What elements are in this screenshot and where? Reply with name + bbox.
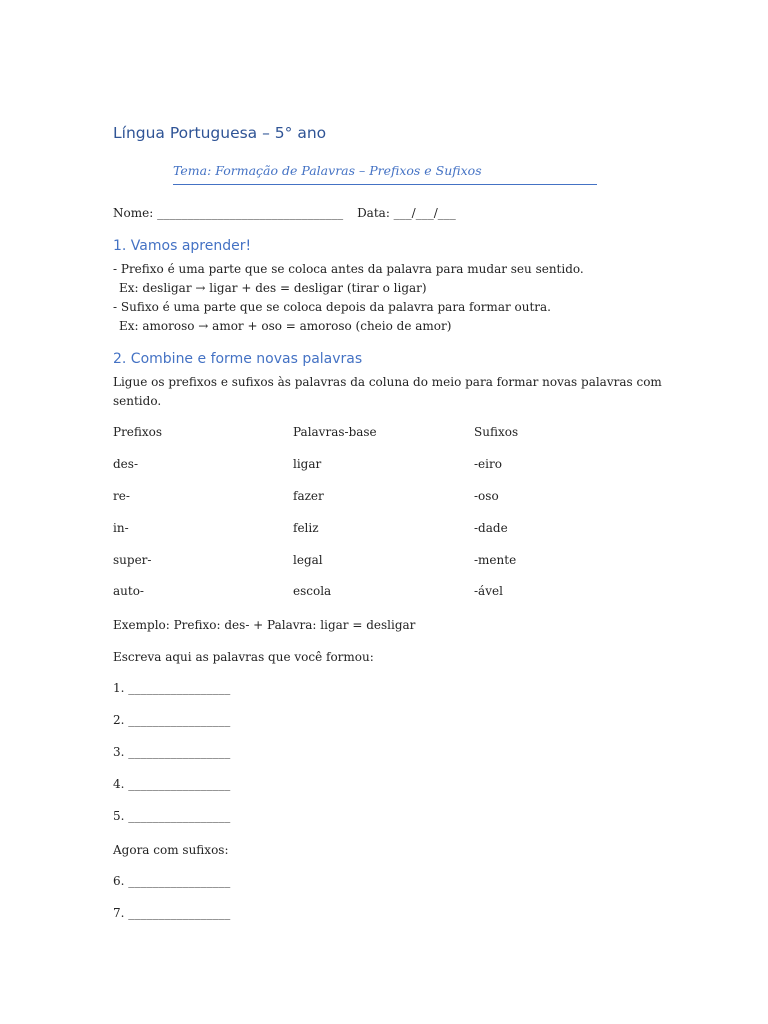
table-cell: -eiro: [474, 457, 502, 471]
table-row: [113, 553, 593, 573]
table-cell: ligar: [293, 457, 322, 471]
table-header: Palavras-base: [293, 425, 377, 439]
table-cell: des-: [113, 457, 138, 471]
answer-blank-6[interactable]: 6. _________________: [113, 874, 231, 888]
table-header: Prefixos: [113, 425, 163, 439]
table-cell: feliz: [293, 521, 319, 535]
section1-line: Ex: amoroso → amor + oso = amoroso (cheio de amor): [119, 319, 452, 333]
answer-blank-3[interactable]: 3. _________________: [113, 745, 231, 759]
name-date-row: [113, 206, 456, 220]
subtitle-theme: Tema: Formação de Palavras – Prefixos e Sufixos: [173, 163, 597, 185]
table-cell: -oso: [474, 489, 499, 503]
table-row: [113, 521, 593, 541]
table-header: Sufixos: [474, 425, 519, 439]
section2-heading: 2. Combine e forme novas palavras: [113, 351, 363, 367]
answer-blank-7[interactable]: 7. _________________: [113, 906, 231, 920]
answer-blank-2[interactable]: 2. _________________: [113, 713, 231, 727]
answer-blank-1[interactable]: 1. _________________: [113, 681, 231, 695]
table-row: [113, 584, 593, 604]
table-cell: in-: [113, 521, 129, 535]
name-field[interactable]: Nome: _______________________________: [113, 206, 344, 220]
table-cell: re-: [113, 489, 130, 503]
table-row: [113, 457, 593, 477]
table-cell: escola: [293, 584, 332, 598]
section1-line: - Sufixo é uma parte que se coloca depois da palavra para formar outra.: [113, 300, 551, 314]
table-row: [113, 489, 593, 509]
date-field[interactable]: Data: ___/___/___: [357, 206, 456, 220]
suffix-prompt: Agora com sufixos:: [113, 843, 229, 857]
write-prompt: Escreva aqui as palavras que você formou:: [113, 650, 374, 664]
answer-blank-4[interactable]: 4. _________________: [113, 777, 231, 791]
section1-line: - Prefixo é uma parte que se coloca antes da palavra para mudar seu sentido.: [113, 262, 584, 276]
answer-blank-5[interactable]: 5. _________________: [113, 809, 231, 823]
page-title: Língua Portuguesa – 5° ano: [113, 124, 327, 142]
table-cell: auto-: [113, 584, 144, 598]
section1-line: Ex: desligar → ligar + des = desligar (tirar o ligar): [119, 281, 427, 295]
section2-intro: Ligue os prefixos e sufixos às palavras da coluna do meio para formar novas palavras com: [113, 375, 662, 389]
table-cell: fazer: [293, 489, 324, 503]
table-cell: -mente: [474, 553, 517, 567]
table-cell: -ável: [474, 584, 503, 598]
table-cell: super-: [113, 553, 152, 567]
section1-heading: 1. Vamos aprender!: [113, 238, 252, 254]
section2-intro: sentido.: [113, 394, 162, 408]
table-header-row: [113, 425, 593, 445]
table-cell: legal: [293, 553, 323, 567]
table-cell: -dade: [474, 521, 508, 535]
example-text: Exemplo: Prefixo: des- + Palavra: ligar = desligar: [113, 618, 416, 632]
